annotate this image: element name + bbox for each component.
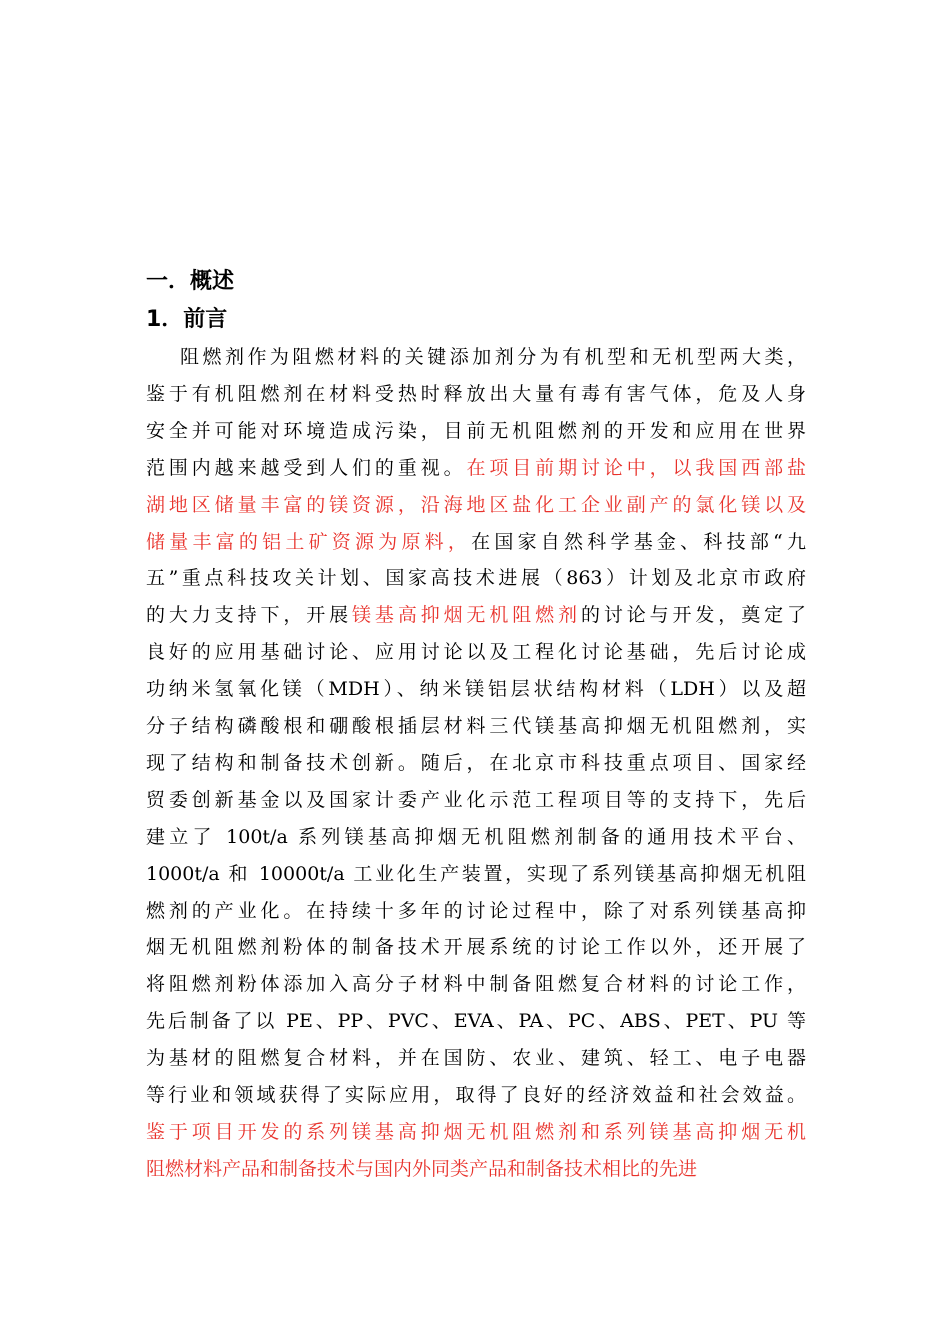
paragraph-line	[146, 638, 806, 666]
paragraph-line	[146, 712, 806, 740]
text-segment: 燃剂的产业化。在持续十多年的讨论过程中，除了对系列镁基高抑	[146, 899, 806, 922]
paragraph-line	[146, 897, 806, 925]
text-segment: 良好的应用基础讨论、应用讨论以及工程化讨论基础，先后讨论成	[146, 641, 806, 664]
paragraph-line	[146, 528, 806, 556]
section-heading: 一．概述	[146, 269, 235, 294]
text-segment: 鉴于有机阻燃剂在材料受热时释放出大量有毒有害气体，危及人身	[146, 382, 806, 405]
text-segment: 为基材的阻燃复合材料，并在国防、农业、建筑、轻工、电子电器	[146, 1047, 806, 1070]
subsection-heading: 1．前言	[146, 307, 228, 332]
highlighted-text: 镁基高抑烟无机阻燃剂	[352, 604, 581, 627]
highlighted-text: 在项目前期讨论中，以我国西部盐	[466, 456, 806, 479]
paragraph-line	[146, 675, 806, 703]
text-segment: 将阻燃剂粉体添加入高分子材料中制备阻燃复合材料的讨论工作，	[146, 973, 806, 996]
paragraph-line	[146, 933, 806, 961]
paragraph-line	[146, 1044, 806, 1072]
text-segment: 在国家自然科学基金、科技部“九	[471, 530, 806, 553]
highlighted-text: 阻燃材料产品和制备技术与国内外同类产品和制备技术相比的先进	[146, 1157, 698, 1180]
text-segment: 先后制备了以 PE、PP、PVC、EVA、PA、PC、ABS、PET、PU 等	[146, 1010, 806, 1033]
paragraph-line	[146, 749, 806, 777]
highlighted-text: 湖地区储量丰富的镁资源，沿海地区盐化工企业副产的氯化镁以及	[146, 493, 806, 516]
paragraph-line	[146, 970, 806, 998]
text-segment: 五”重点科技攻关计划、国家高技术进展（863）计划及北京市政府	[146, 567, 806, 590]
paragraph-line	[146, 1007, 806, 1035]
paragraph-line	[146, 1155, 806, 1183]
text-segment: 分子结构磷酸根和硼酸根插层材料三代镁基高抑烟无机阻燃剂，实	[146, 715, 806, 737]
paragraph-line	[146, 564, 806, 592]
text-segment: 功纳米氢氧化镁（MDH）、纳米镁铝层状结构材料（LDH）以及超	[146, 678, 806, 701]
paragraph-line	[146, 860, 806, 888]
text-segment: 现了结构和制备技术创新。随后，在北京市科技重点项目、国家经	[146, 751, 806, 774]
text-segment: 1000t/a 和 10000t/a 工业化生产装置，实现了系列镁基高抑烟无机阻	[146, 862, 806, 885]
paragraph-line	[146, 786, 806, 814]
paragraph-line	[146, 1118, 806, 1146]
highlighted-text: 储量丰富的铝土矿资源为原料，	[146, 530, 472, 553]
text-segment: 贸委创新基金以及国家计委产业化示范工程项目等的支持下，先后	[146, 788, 806, 811]
text-segment: 烟无机阻燃剂粉体的制备技术开展系统的讨论工作以外，还开展了	[146, 936, 806, 959]
text-segment: 安全并可能对环境造成污染，目前无机阻燃剂的开发和应用在世界	[146, 419, 806, 442]
text-segment: 阻燃剂作为阻燃材料的关键添加剂分为有机型和无机型两大类，	[180, 346, 806, 368]
text-segment: 等行业和领域获得了实际应用，取得了良好的经济效益和社会效益。	[146, 1084, 806, 1106]
paragraph-line	[180, 343, 806, 371]
text-segment: 的讨论与开发，奠定了	[580, 604, 806, 627]
paragraph-line	[146, 380, 806, 408]
highlighted-text: 鉴于项目开发的系列镁基高抑烟无机阻燃剂和系列镁基高抑烟无机	[146, 1120, 806, 1143]
paragraph-line	[146, 417, 806, 445]
text-segment: 范围内越来越受到人们的重视。	[146, 456, 467, 479]
paragraph-line	[146, 823, 806, 851]
paragraph-line	[146, 454, 806, 482]
paragraph-line	[146, 1081, 806, 1109]
text-segment: 的大力支持下，开展	[146, 604, 353, 627]
text-segment: 建立了 100t/a 系列镁基高抑烟无机阻燃剂制备的通用技术平台、	[146, 825, 806, 848]
paragraph-line	[146, 601, 806, 629]
paragraph-line	[146, 491, 806, 519]
